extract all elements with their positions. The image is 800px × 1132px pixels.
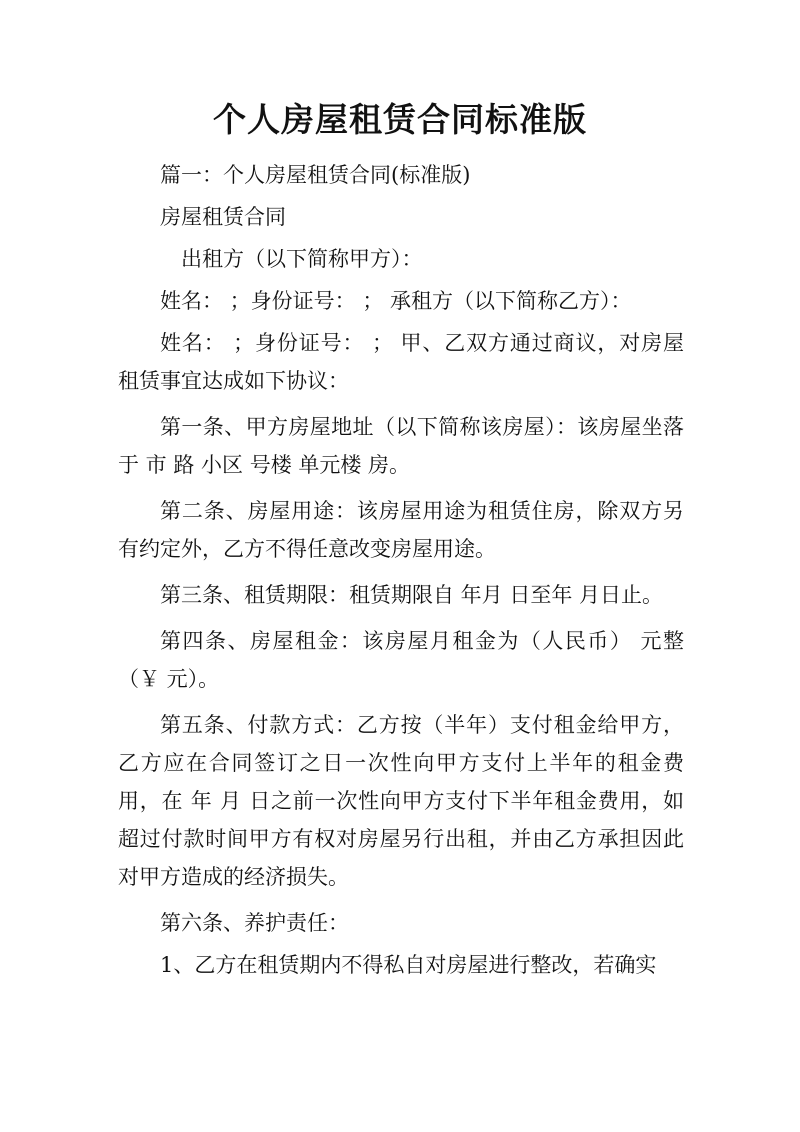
paragraph-article-1: 第一条、甲方房屋地址（以下简称该房屋）：该房屋坐落于 市 路 小区 号楼 单元楼 房。 bbox=[118, 415, 684, 477]
paragraph-article-4: 第四条、房屋租金：该房屋月租金为（人民币） 元整（￥ 元）。 bbox=[118, 629, 684, 691]
document-body bbox=[118, 156, 684, 988]
paragraph-article-2: 第二条、房屋用途：该房屋用途为租赁住房，除双方另有约定外，乙方不得任意改变房屋用途。 bbox=[118, 499, 684, 561]
paragraph-article-3: 第三条、租赁期限：租赁期限自 年月 日至年 月日止。 bbox=[160, 583, 664, 607]
paragraph-lessor-id: 姓名： ；身份证号： ； 承租方（以下简称乙方）： bbox=[160, 289, 632, 313]
paragraph-article-6-item-1: 1、乙方在租赁期内不得私自对房屋进行整改，若确实 bbox=[160, 953, 657, 977]
paragraph-lessor-label: 出租方（以下简称甲方）： bbox=[181, 247, 423, 271]
paragraph-contract-name: 房屋租赁合同 bbox=[160, 205, 286, 229]
paragraph-lessee-id: 姓名： ；身份证号： ； 甲、乙双方通过商议，对房屋租赁事宜达成如下协议： bbox=[118, 331, 684, 393]
paragraph-article-6: 第六条、养护责任： bbox=[160, 911, 349, 935]
paragraph-article-5: 第五条、付款方式：乙方按（半年）支付租金给甲方，乙方应在合同签订之日一次性向甲方支付上半年的租金费用，在 年 月 日之前一次性向甲方支付下半年租金费用，如超过付款时间甲方有权对房屋另行出租，并由乙方承担因此对甲方造成的经济损失。 bbox=[118, 713, 684, 889]
paragraph-section-heading: 篇一：个人房屋租赁合同(标准版) bbox=[160, 163, 471, 187]
document-title: 个人房屋租赁合同标准版 bbox=[213, 100, 587, 139]
